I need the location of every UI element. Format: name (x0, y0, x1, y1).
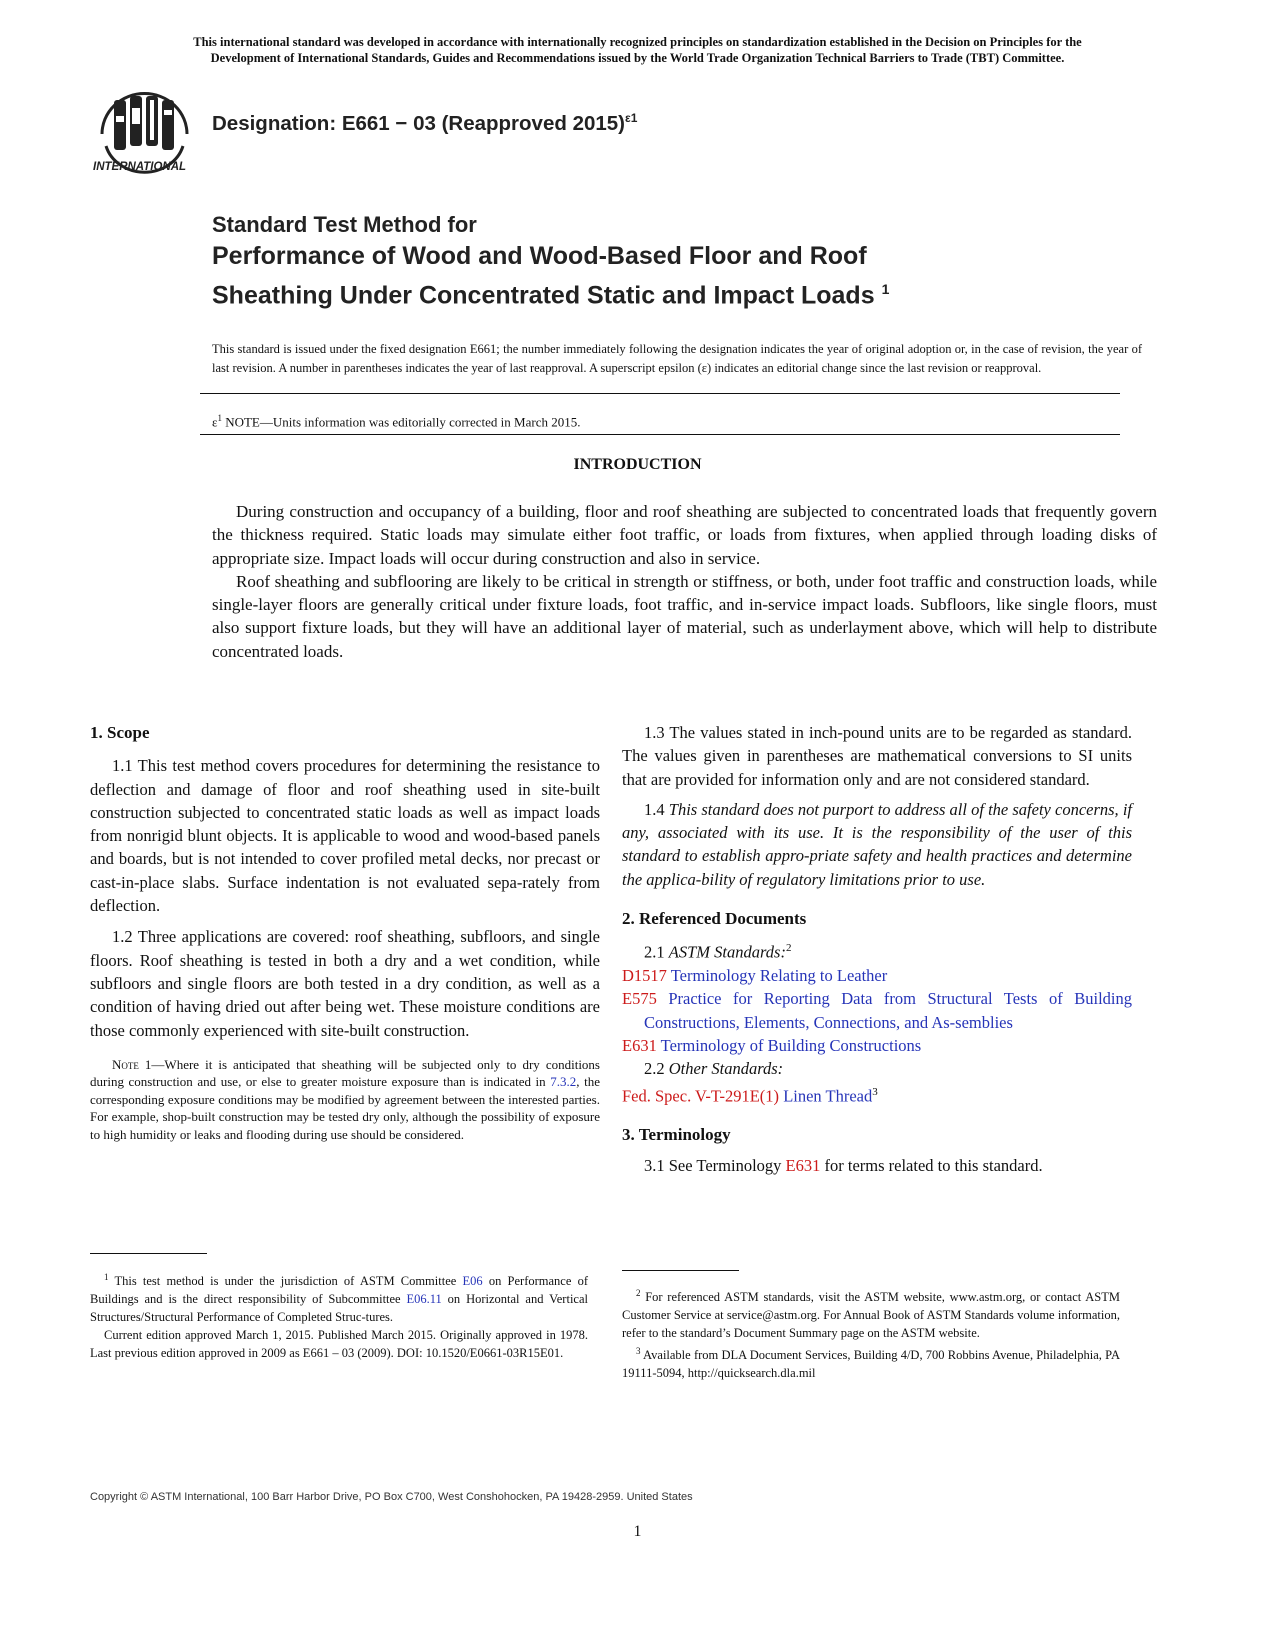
footnote-1-sup: 1 (104, 1272, 109, 1282)
astm-standards-num: 2.1 (644, 942, 669, 962)
tbt-statement-line2: Development of International Standards, Guides and Recommendations issued by the World Trade Organization Technical Barriers to Trade (TBT) Committee. (210, 51, 1065, 65)
other-standards-num: 2.2 (644, 1059, 669, 1079)
editorial-note-mark: ε (212, 414, 218, 430)
logo-text: INTERNATIONAL (93, 161, 187, 173)
introduction-para-2: Roof sheathing and subflooring are likely to be critical in strength or stiffness, or both, under foot traffic and construction loads, while single-layer floors are generally critical under fixture loads, foot traffic, and in-service impact loads. Subfloors, like single floors, must also support fixture loads, but they will have an additional layer of material, such as underlayment above, which will help to distribute concentrated loads. (212, 571, 1157, 661)
note-1-link[interactable]: 7.3.2 (550, 1074, 577, 1090)
ref-fed-spec-sup[interactable]: 3 (872, 1085, 878, 1098)
scope-heading: 1. Scope (90, 723, 150, 742)
designation-text: Designation: E661 − 03 (Reapproved 2015) (212, 111, 626, 135)
copyright: Copyright © ASTM International, 100 Barr Harbor Drive, PO Box C700, West Conshohocken, PA 19428-2959. United States (90, 1491, 693, 1503)
footnote-rule-right (622, 1270, 739, 1271)
footnote-1-text-c: on Horizontal and Vertical Structures/Structural Performance of Completed Struc-tures. (90, 1292, 588, 1325)
terminology-3-1-text-a: 3.1 See Terminology (644, 1155, 786, 1175)
left-column (90, 721, 600, 1143)
footnote-rule-left (90, 1253, 207, 1254)
note-1-text-b: , the corresponding exposure conditions may be modified by agreement between the interested parties. For example, shop-built construction may be tested dry only, although the possibility of exposure to high humidity or leaks and flooding during use should be considered. (90, 1074, 600, 1142)
ref-e631-title[interactable]: Terminology of Building Constructions (656, 1036, 922, 1056)
scope-1-4-text: This standard does not purport to address all of the safety concerns, if any, associated with its use. It is the responsibility of the user of this standard to establish appro-priate safety and health practices and determine the applica-bility of regulatory limitations prior to use. (622, 799, 1132, 889)
ref-e575-code[interactable]: E575 (622, 989, 657, 1009)
edition-note: Current edition approved March 1, 2015. Published March 2015. Originally approved in 1978. Last previous edition approved in 2009 as E661 – 03 (2009). DOI: 10.1520/E0661-03R15E01. (90, 1328, 588, 1361)
scope-1-3: 1.3 The values stated in inch-pound units are to be regarded as standard. The values given in parentheses are mathematical conversions to SI units that are provided for information only and are not considered standard. (622, 723, 1132, 789)
tbt-statement-line1: This international standard was developed in accordance with internationally recognized principles on standardization established in the Decision on Principles for the (193, 35, 1082, 49)
footnote-2-sup: 2 (636, 1288, 641, 1298)
introduction-heading: INTRODUCTION (573, 456, 702, 473)
footnote-1-link-e06-11[interactable]: E06.11 (406, 1292, 442, 1307)
ref-e575-title[interactable]: Practice for Reporting Data from Structural Tests of Building Constructions, Elements, Connections, and As-semblies (644, 989, 1132, 1032)
references-heading: 2. Referenced Documents (622, 909, 807, 929)
scope-1-4-num: 1.4 (644, 799, 669, 819)
ref-e631[interactable] (622, 1034, 1132, 1057)
title-footnote-mark[interactable]: 1 (881, 281, 890, 297)
other-standards (622, 1057, 1132, 1080)
issued-statement: This standard is issued under the fixed designation E661; the number immediately following the designation indicates the year of original adoption or, in the case of revision, the year of last revision. A number in parentheses indicates the year of last reapproval. A superscript epsilon (ε) indicates an editorial change since the last revision or reapproval. (212, 342, 1142, 375)
title-line3: Sheathing Under Concentrated Static and Impact Loads (212, 281, 875, 310)
scope-1-2: 1.2 Three applications are covered: roof sheathing, subfloors, and single floors. Roof sheathing is tested in both a dry and a wet condition, while subfloors and single floors are both tested in a dry condition, as well as a condition of having dried out after being wet. These moisture conditions are those commonly experienced with site-built construction. (90, 927, 600, 1040)
right-column (622, 721, 1132, 1177)
astm-standards-sup[interactable]: 2 (785, 942, 792, 955)
designation-epsilon: ε1 (625, 111, 638, 125)
page-number: 1 (633, 1523, 642, 1540)
footnote-1-text-a: This test method is under the jurisdiction of ASTM Committee (108, 1274, 463, 1289)
astm-standards (622, 937, 1132, 964)
footnote-1-link-e06[interactable]: E06 (462, 1274, 483, 1289)
document-title (212, 210, 1112, 312)
ref-fed-spec[interactable] (622, 1081, 1132, 1108)
editorial-note (212, 413, 580, 430)
editorial-note-text: NOTE—Units information was editorially corrected in March 2015. (221, 414, 581, 430)
footnote-1 (90, 1268, 588, 1326)
terminology-3-1 (622, 1154, 1132, 1177)
ref-fed-spec-code[interactable]: Fed. Spec. V-T-291E(1) (622, 1086, 780, 1106)
note-1-text-a: —Where it is anticipated that sheathing will be subjected only to dry conditions during construction and use, or else to greater moisture exposure than is indicated in (90, 1056, 600, 1090)
tbt-statement (90, 34, 1185, 66)
terminology-3-1-text-b: for terms related to this standard. (820, 1155, 1043, 1175)
astm-logo (92, 86, 197, 176)
title-line2: Performance of Wood and Wood-Based Floor and Roof (212, 242, 867, 270)
terminology-e631-link[interactable]: E631 (785, 1155, 821, 1175)
introduction-body (212, 500, 1157, 663)
terminology-heading: 3. Terminology (622, 1125, 731, 1145)
ref-d1517[interactable] (622, 964, 1132, 987)
footnote-1-text-b: on Performance of Buildings and is the direct responsibility of Subcommittee (90, 1274, 588, 1307)
footnote-2 (622, 1284, 1120, 1342)
footnote-2-text: For referenced ASTM standards, visit the ASTM website, www.astm.org, or contact ASTM Customer Service at service@astm.org. For Annual Book of ASTM Standards volume information, refer to the standard’s Document Summary page on the ASTM website. (622, 1290, 1120, 1341)
footnote-3-text: Available from DLA Document Services, Building 4/D, 700 Robbins Avenue, Philadelphia, PA 19111-5094, http://quicksearch.dla.mil (622, 1348, 1120, 1381)
title-line1: Standard Test Method for (212, 212, 477, 237)
editorial-note-sup: 1 (217, 413, 222, 423)
divider-bottom (200, 434, 1120, 435)
scope-1-4 (622, 798, 1132, 891)
introduction-para-1: During construction and occupancy of a building, floor and roof sheathing are subjected to concentrated loads that frequently govern the thickness required. Static loads may simulate either foot traffic, or loads from fixtures, when applied through loading disks of appropriate size. Impact loads will occur during construction and also in service. (212, 502, 1157, 568)
ref-d1517-code[interactable]: D1517 (622, 966, 667, 986)
ref-e631-code[interactable]: E631 (622, 1036, 657, 1056)
ref-d1517-title[interactable]: Terminology Relating to Leather (666, 966, 888, 986)
ref-fed-spec-title[interactable]: Linen Thread (779, 1086, 873, 1106)
divider-top (200, 393, 1120, 394)
astm-standards-label: ASTM Standards: (668, 942, 786, 962)
footnote-3-sup: 3 (636, 1346, 641, 1357)
note-1-label: Note 1 (112, 1056, 152, 1072)
footnote-3 (622, 1342, 1120, 1382)
note-1 (90, 1056, 600, 1144)
footnotes-left (90, 1268, 588, 1362)
scope-1-1: 1.1 This test method covers procedures for determining the resistance to deflection and damage of floor and roof sheathing used in site-built construction subjected to concentrated static loads as well as impact loads from nonrigid blunt objects. It is applicable to wood and wood-based panels and boards, but is not intended to cover profiled metal decks, nor precast or cast-in-place slabs. Surface indentation is not evaluated sepa-rately from deflection. (90, 756, 600, 916)
footnotes-right (622, 1284, 1120, 1382)
ref-e575[interactable] (622, 987, 1132, 1034)
designation (212, 111, 637, 136)
other-standards-label: Other Standards: (668, 1059, 784, 1079)
